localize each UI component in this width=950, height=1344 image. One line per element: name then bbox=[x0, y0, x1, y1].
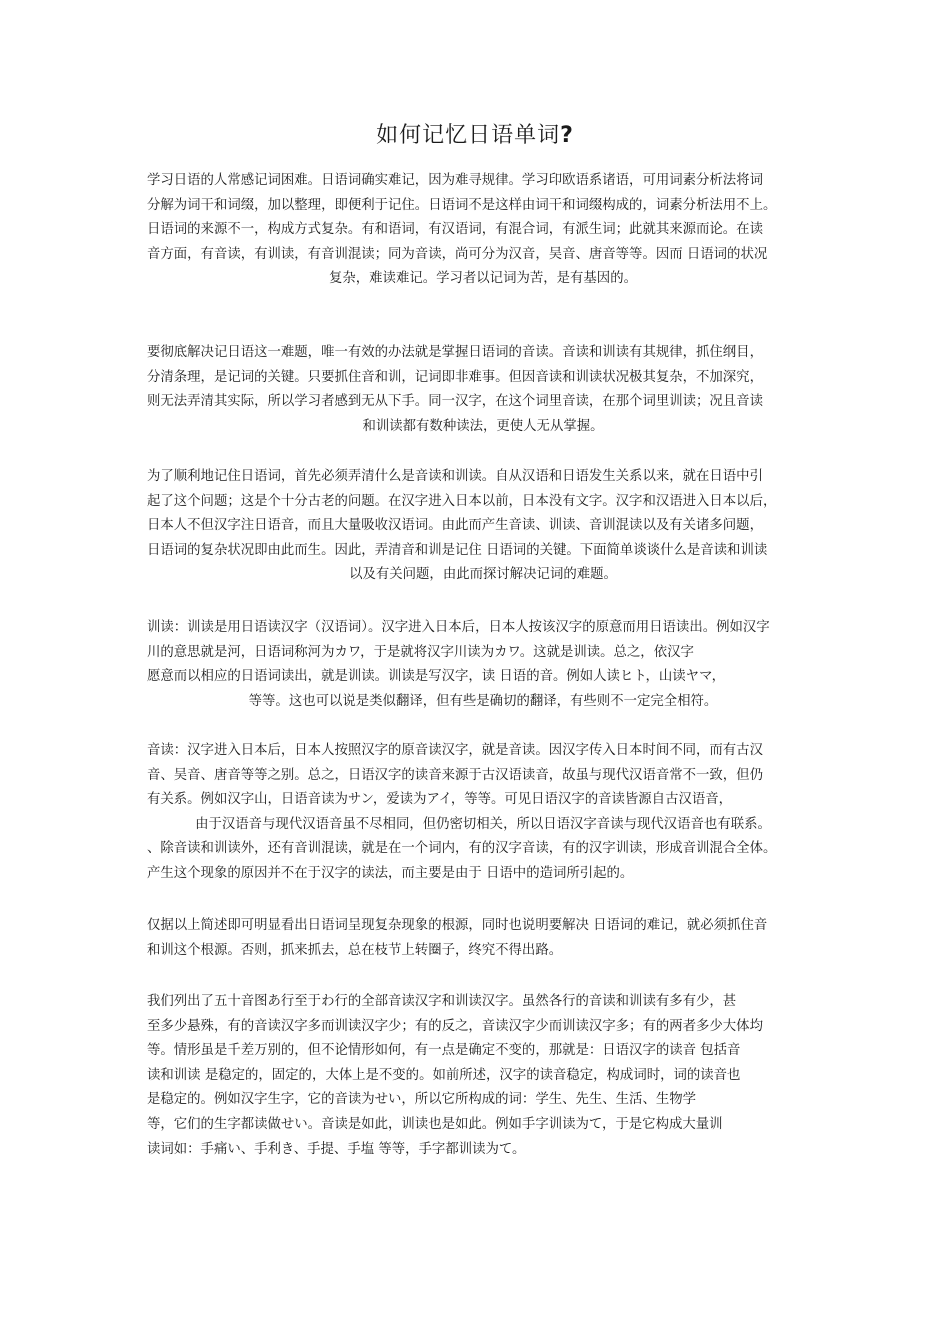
paragraph-intro bbox=[147, 169, 819, 292]
text-line: 等。情形虽是千差万别的，但不论情形如何，有一点是确定不变的，那就是：日语汉字的读音 包括音 bbox=[147, 1043, 741, 1059]
text-line: 由于汉语音与现代汉语音虽不尽相同，但仍密切相关，所以日语汉字音读与现代汉语音也有联系。 bbox=[195, 816, 771, 832]
text-line: 起了这个问题；这是个十分古老的问题。在汉字进入日本以前，日本没有文字。汉字和汉语进入日本以后， bbox=[147, 493, 777, 509]
text-line: 我们列出了五十音图あ行至于わ行的全部音读汉字和训读汉字。虽然各行的音读和训读有多有少，甚 bbox=[147, 994, 737, 1009]
text-line: 、除音读和训读外，还有音训混读，就是在一个词内，有的汉字音读，有的汉字训读，形成音训混合全体。 bbox=[147, 841, 777, 857]
text-line: 则无法弄清其实际，所以学习者感到无从下手。同一汉字，在这个词里音读，在那个词里训读；况且音读 bbox=[147, 394, 763, 410]
title-text: 如何记忆日语单词 bbox=[376, 123, 561, 148]
text-line: 复杂，难读难记。学习者以记词为苦，是有基因的。 bbox=[329, 271, 637, 287]
text-line: 音读：汉字进入日本后，日本人按照汉字的原音读汉字，就是音读。因汉字传入日本时间不同，而有古汉 bbox=[147, 743, 763, 758]
text-line: 以及有关问题，由此而探讨解决记词的难题。 bbox=[349, 567, 617, 583]
text-line: 为了顺利地记住日语词，首先必须弄清什么是音读和训读。自从汉语和日语发生关系以来，就在日语中引 bbox=[147, 469, 763, 484]
text-line: 要彻底解决记日语这一难题，唯一有效的办法就是掌握日语词的音读。音读和训读有其规律，抓住纲目， bbox=[147, 345, 763, 360]
paragraph-background bbox=[147, 465, 819, 588]
text-line: 日语词的来源不一，构成方式复杂。有和语词，有汉语词，有混合词，有派生词；此就其来源而论。在读 bbox=[147, 222, 763, 238]
text-line: 学习日语的人常感记词困难。日语词确实难记，因为难寻规律。学习印欧语系诸语，可用词素分析法将词 bbox=[147, 173, 763, 188]
paragraph-fifty-sounds bbox=[147, 990, 819, 1162]
text-line: 愿意而以相应的日语词读出，就是训读。训读是写汉字，读 日语的音。例如人读ヒト，山读ヤマ， bbox=[147, 669, 726, 685]
title-question-mark: ? bbox=[560, 123, 574, 148]
text-line: 音方面，有音读，有训读，有音训混读；同为音读，尚可分为汉音，吴音、唐音等等。因而 日语词的状况 bbox=[147, 246, 768, 262]
text-line: 音、吴音、唐音等等之别。总之，日语汉字的读音来源于古汉语读音，故虽与现代汉语音常不一致，但仍 bbox=[147, 767, 763, 783]
paragraph-summary bbox=[147, 914, 819, 963]
text-line: 至多少悬殊，有的音读汉字多而训读汉字少；有的反之，音读汉字少而训读汉字多；有的两者多少大体均 bbox=[147, 1018, 763, 1034]
text-line: 读词如：手痛い、手利き、手提、手塩 等等，手字都训读为て。 bbox=[147, 1141, 526, 1157]
text-line: 仅据以上简述即可明显看出日语词呈现复杂现象的根源，同时也说明要解决 日语词的难记，就必须抓住音 bbox=[147, 918, 768, 933]
text-line: 产生这个现象的原因并不在于汉字的读法，而主要是由于 日语中的造词所引起的。 bbox=[147, 865, 634, 881]
text-line: 日本人不但汉字注日语音，而且大量吸收汉语词。由此而产生音读、训读、音训混读以及有关诸多问题， bbox=[147, 518, 763, 534]
paragraph-on-reading bbox=[147, 739, 819, 887]
text-line: 和训这个根源。否则，抓来抓去，总在枝节上转圈子，终究不得出路。 bbox=[147, 942, 563, 958]
text-line: 等等。这也可以说是类似翻译，但有些是确切的翻译，有些则不一定完全相符。 bbox=[248, 693, 718, 709]
paragraph-solution bbox=[147, 341, 819, 439]
text-line: 是稳定的。例如汉字生字，它的音读为せい，所以它所构成的词：学生、先生、生活、生物学 bbox=[147, 1092, 697, 1108]
text-line: 川的意思就是河，日语词称河为カワ，于是就将汉字川读为カワ。这就是训读。总之，依汉字 bbox=[147, 644, 694, 660]
text-line: 训读：训读是用日语读汉字（汉语词）。汉字进入日本后，日本人按该汉字的原意而用日语读出。例如汉字 bbox=[147, 620, 770, 635]
paragraph-kun-reading bbox=[147, 616, 819, 714]
text-line: 日语词的复杂状况即由此而生。因此，弄清音和训是记住 日语词的关键。下面简单谈谈什么是音读和训读 bbox=[147, 542, 768, 558]
text-line: 和训读都有数种读法，更使人无从掌握。 bbox=[362, 418, 604, 434]
text-line: 读和训读 是稳定的，固定的，大体上是不变的。如前所述，汉字的读音稳定，构成词时，词的读音也 bbox=[147, 1067, 741, 1083]
text-line: 有关系。例如汉字山，日语音读为サン，爱读为アイ，等等。可见日语汉字的音读皆源自古汉语音， bbox=[147, 792, 733, 808]
text-line: 等，它们的生字都读做せい。音读是如此，训读也是如此。例如手字训读为て，于是它构成大量训 bbox=[147, 1116, 723, 1132]
page-title bbox=[0, 118, 950, 149]
text-line: 分解为词干和词缀，加以整理，即便利于记住。日语词不是这样由词干和词缀构成的，词素分析法用不上。 bbox=[147, 197, 777, 213]
text-line: 分清条理，是记词的关键。只要抓住音和训，记词即非难事。但因音读和训读状况极其复杂，不加深究， bbox=[147, 369, 763, 385]
